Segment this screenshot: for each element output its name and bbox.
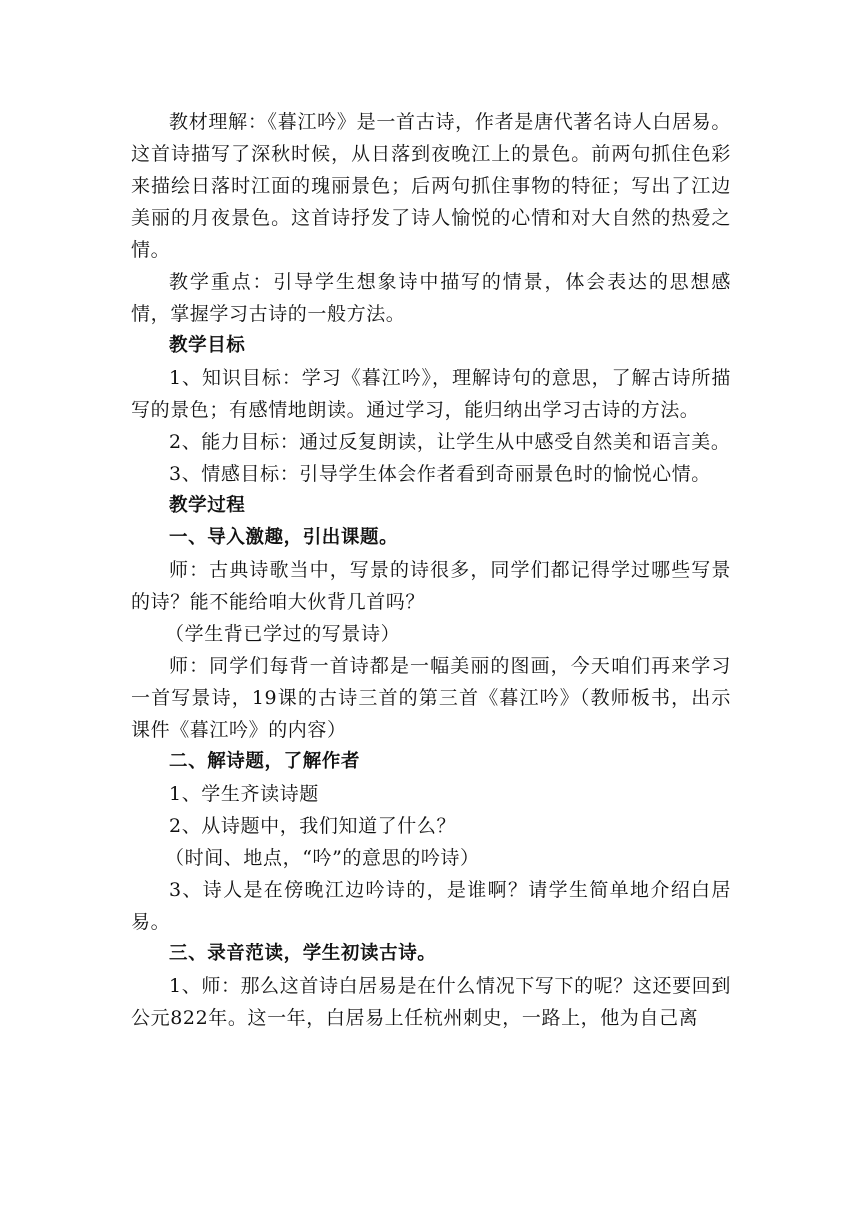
step2-item-read-title: 1、学生齐读诗题 — [169, 783, 319, 805]
heading-teaching-process: 教学过程 — [169, 495, 246, 516]
step1-teacher-intro: 师：同学们每背一首诗都是一幅美丽的图画，今天咱们再来学习一首写景诗，19课的古诗三首的第三首《暮江吟》（教师板书，出示课件《暮江吟》的内容） — [131, 655, 731, 741]
goal-ability: 2、能力目标：通过反复朗读，让学生从中感受自然美和语言美。 — [169, 431, 731, 453]
goal-emotion: 3、情感目标：引导学生体会作者看到奇丽景色时的愉悦心情。 — [169, 463, 711, 485]
paragraph-teaching-focus: 教学重点：引导学生想象诗中描写的情景，体会表达的思想感情，掌握学习古诗的一般方法。 — [131, 271, 731, 325]
heading-teaching-goals: 教学目标 — [169, 335, 246, 356]
step2-item-poet: 3、诗人是在傍晚江边吟诗的，是谁啊？请学生简单地介绍白居易。 — [131, 879, 731, 933]
paragraph-textbook-understanding: 教材理解：《暮江吟》是一首古诗，作者是唐代著名诗人白居易。这首诗描写了深秋时候，从日落到夜晚江上的景色。前两句抓住色彩来描绘日落时江面的瑰丽景色；后两句抓住事物的特征；写出了江边美丽的月夜景色。这首诗抒发了诗人愉悦的心情和对大自然的热爱之情。 — [131, 111, 731, 261]
heading-step-one: 一、导入激趣，引出课题。 — [169, 527, 399, 548]
heading-step-three: 三、录音范读，学生初读古诗。 — [169, 943, 437, 964]
step2-note: （时间、地点，“吟”的意思的吟诗） — [165, 847, 480, 869]
heading-step-two: 二、解诗题，了解作者 — [169, 751, 361, 772]
step1-student-note: （学生背已学过的写景诗） — [165, 623, 401, 645]
step2-item-what-learned: 2、从诗题中，我们知道了什么？ — [169, 815, 457, 837]
step3-item-background: 1、师：那么这首诗白居易是在什么情况下写下的呢？这还要回到公元822年。这一年，白居易上任杭州刺史，一路上，他为自己离 — [131, 975, 731, 1029]
goal-knowledge: 1、知识目标：学习《暮江吟》，理解诗句的意思，了解古诗所描写的景色；有感情地朗读。通过学习，能归纳出学习古诗的方法。 — [131, 367, 731, 421]
document-body — [131, 106, 731, 1034]
step1-teacher-question: 师：古典诗歌当中，写景的诗很多，同学们都记得学过哪些写景的诗？能不能给咱大伙背几首吗？ — [131, 559, 731, 613]
